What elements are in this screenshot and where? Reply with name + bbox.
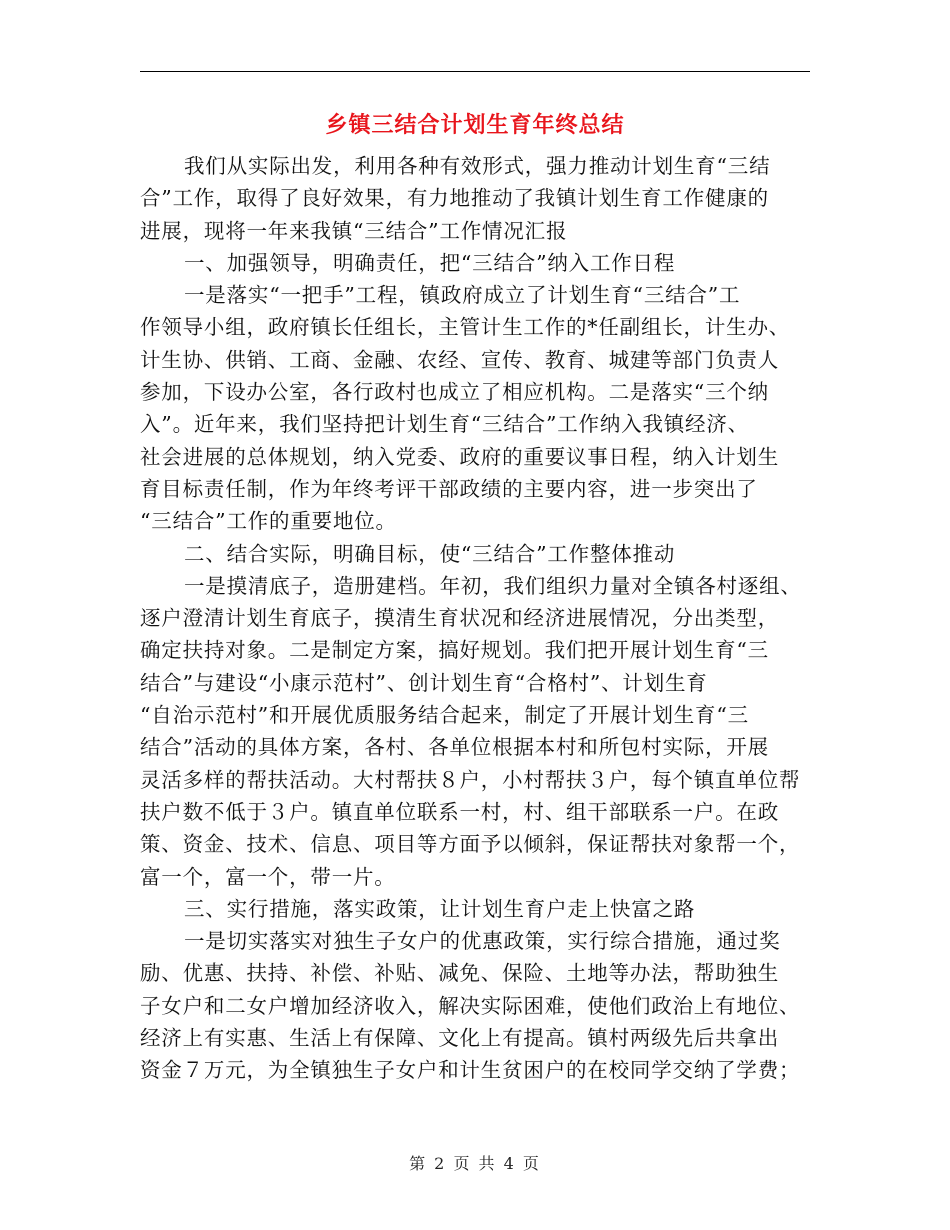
text-line: 资金７万元，为全镇独生子女户和计生贫困户的在校同学交纳了学费；: [140, 1058, 801, 1083]
text-line: 计生协、供销、工商、金融、农经、宣传、教育、城建等部门负责人: [140, 347, 779, 372]
text-line: 一、加强领导，明确责任，把“三结合”纳入工作日程: [184, 250, 676, 275]
text-line: “自治示范村”和开展优质服务结合起来，制定了开展计划生育“三: [140, 703, 749, 728]
text-line: 三、实行措施，落实政策，让计划生育户走上快富之路: [184, 896, 696, 921]
text-line: 入”。近年来，我们坚持把计划生育“三结合”工作纳入我镇经济、: [140, 412, 749, 437]
text-line: 合”工作，取得了良好效果，有力地推动了我镇计划生育工作健康的: [140, 186, 769, 211]
text-line: 参加，下设办公室，各行政村也成立了相应机构。二是落实“三个纳: [140, 380, 769, 405]
text-line: 子女户和二女户增加经济收入，解决实际困难，使他们政治上有地位、: [140, 993, 801, 1018]
text-line: 励、优惠、扶持、补偿、补贴、减免、保险、土地等办法，帮助独生: [140, 961, 779, 986]
text-line: 一是切实落实对独生子女户的优惠政策，实行综合措施，通过奖: [184, 929, 781, 954]
document-body: [140, 150, 812, 1087]
text-line: 进展，现将一年来我镇“三结合”工作情况汇报: [140, 218, 568, 243]
text-line: 作领导小组，政府镇长任组长，主管计生工作的*任副组长，计生办、: [140, 315, 791, 340]
text-line: 逐户澄清计划生育底子，摸清生育状况和经济进展情况，分出类型，: [140, 606, 779, 631]
text-line: 扶户数不低于３户。镇直单位联系一村，村、组干部联系一户。在政: [140, 799, 779, 824]
text-line: 灵活多样的帮扶活动。大村帮扶８户，小村帮扶３户，每个镇直单位帮: [140, 767, 801, 792]
text-line: 一是摸清底子，造册建档。年初，我们组织力量对全镇各村逐组、: [184, 573, 802, 598]
text-line: 二、结合实际，明确目标，使“三结合”工作整体推动: [184, 541, 676, 566]
text-line: 结合”与建设“小康示范村”、创计划生育“合格村”、计划生育: [140, 670, 708, 695]
text-line: 我们从实际出发，利用各种有效形式，强力推动计划生育“三结: [184, 154, 771, 178]
text-line: 富一个，富一个，带一片。: [140, 864, 396, 889]
text-line: 社会进展的总体规划，纳入党委、政府的重要议事日程，纳入计划生: [140, 444, 779, 469]
text-line: 策、资金、技术、信息、项目等方面予以倾斜，保证帮扶对象帮一个，: [140, 832, 801, 857]
text-line: 结合”活动的具体方案，各村、各单位根据本村和所包村实际，开展: [140, 735, 769, 760]
text-line: 一是落实“一把手”工程，镇政府成立了计划生育“三结合”工: [184, 283, 741, 308]
text-line: “三结合”工作的重要地位。: [140, 509, 397, 534]
document-title: 乡镇三结合计划生育年终总结: [325, 113, 625, 138]
header-rule: [140, 71, 810, 72]
page-number-footer: 第 2 页 共 4 页: [409, 1154, 541, 1173]
text-line: 确定扶持对象。二是制定方案，搞好规划。我们把开展计划生育“三: [140, 638, 769, 663]
text-line: 经济上有实惠、生活上有保障、文化上有提高。镇村两级先后共拿出: [140, 1026, 779, 1051]
text-line: 育目标责任制，作为年终考评干部政绩的主要内容，进一步突出了: [140, 476, 758, 501]
